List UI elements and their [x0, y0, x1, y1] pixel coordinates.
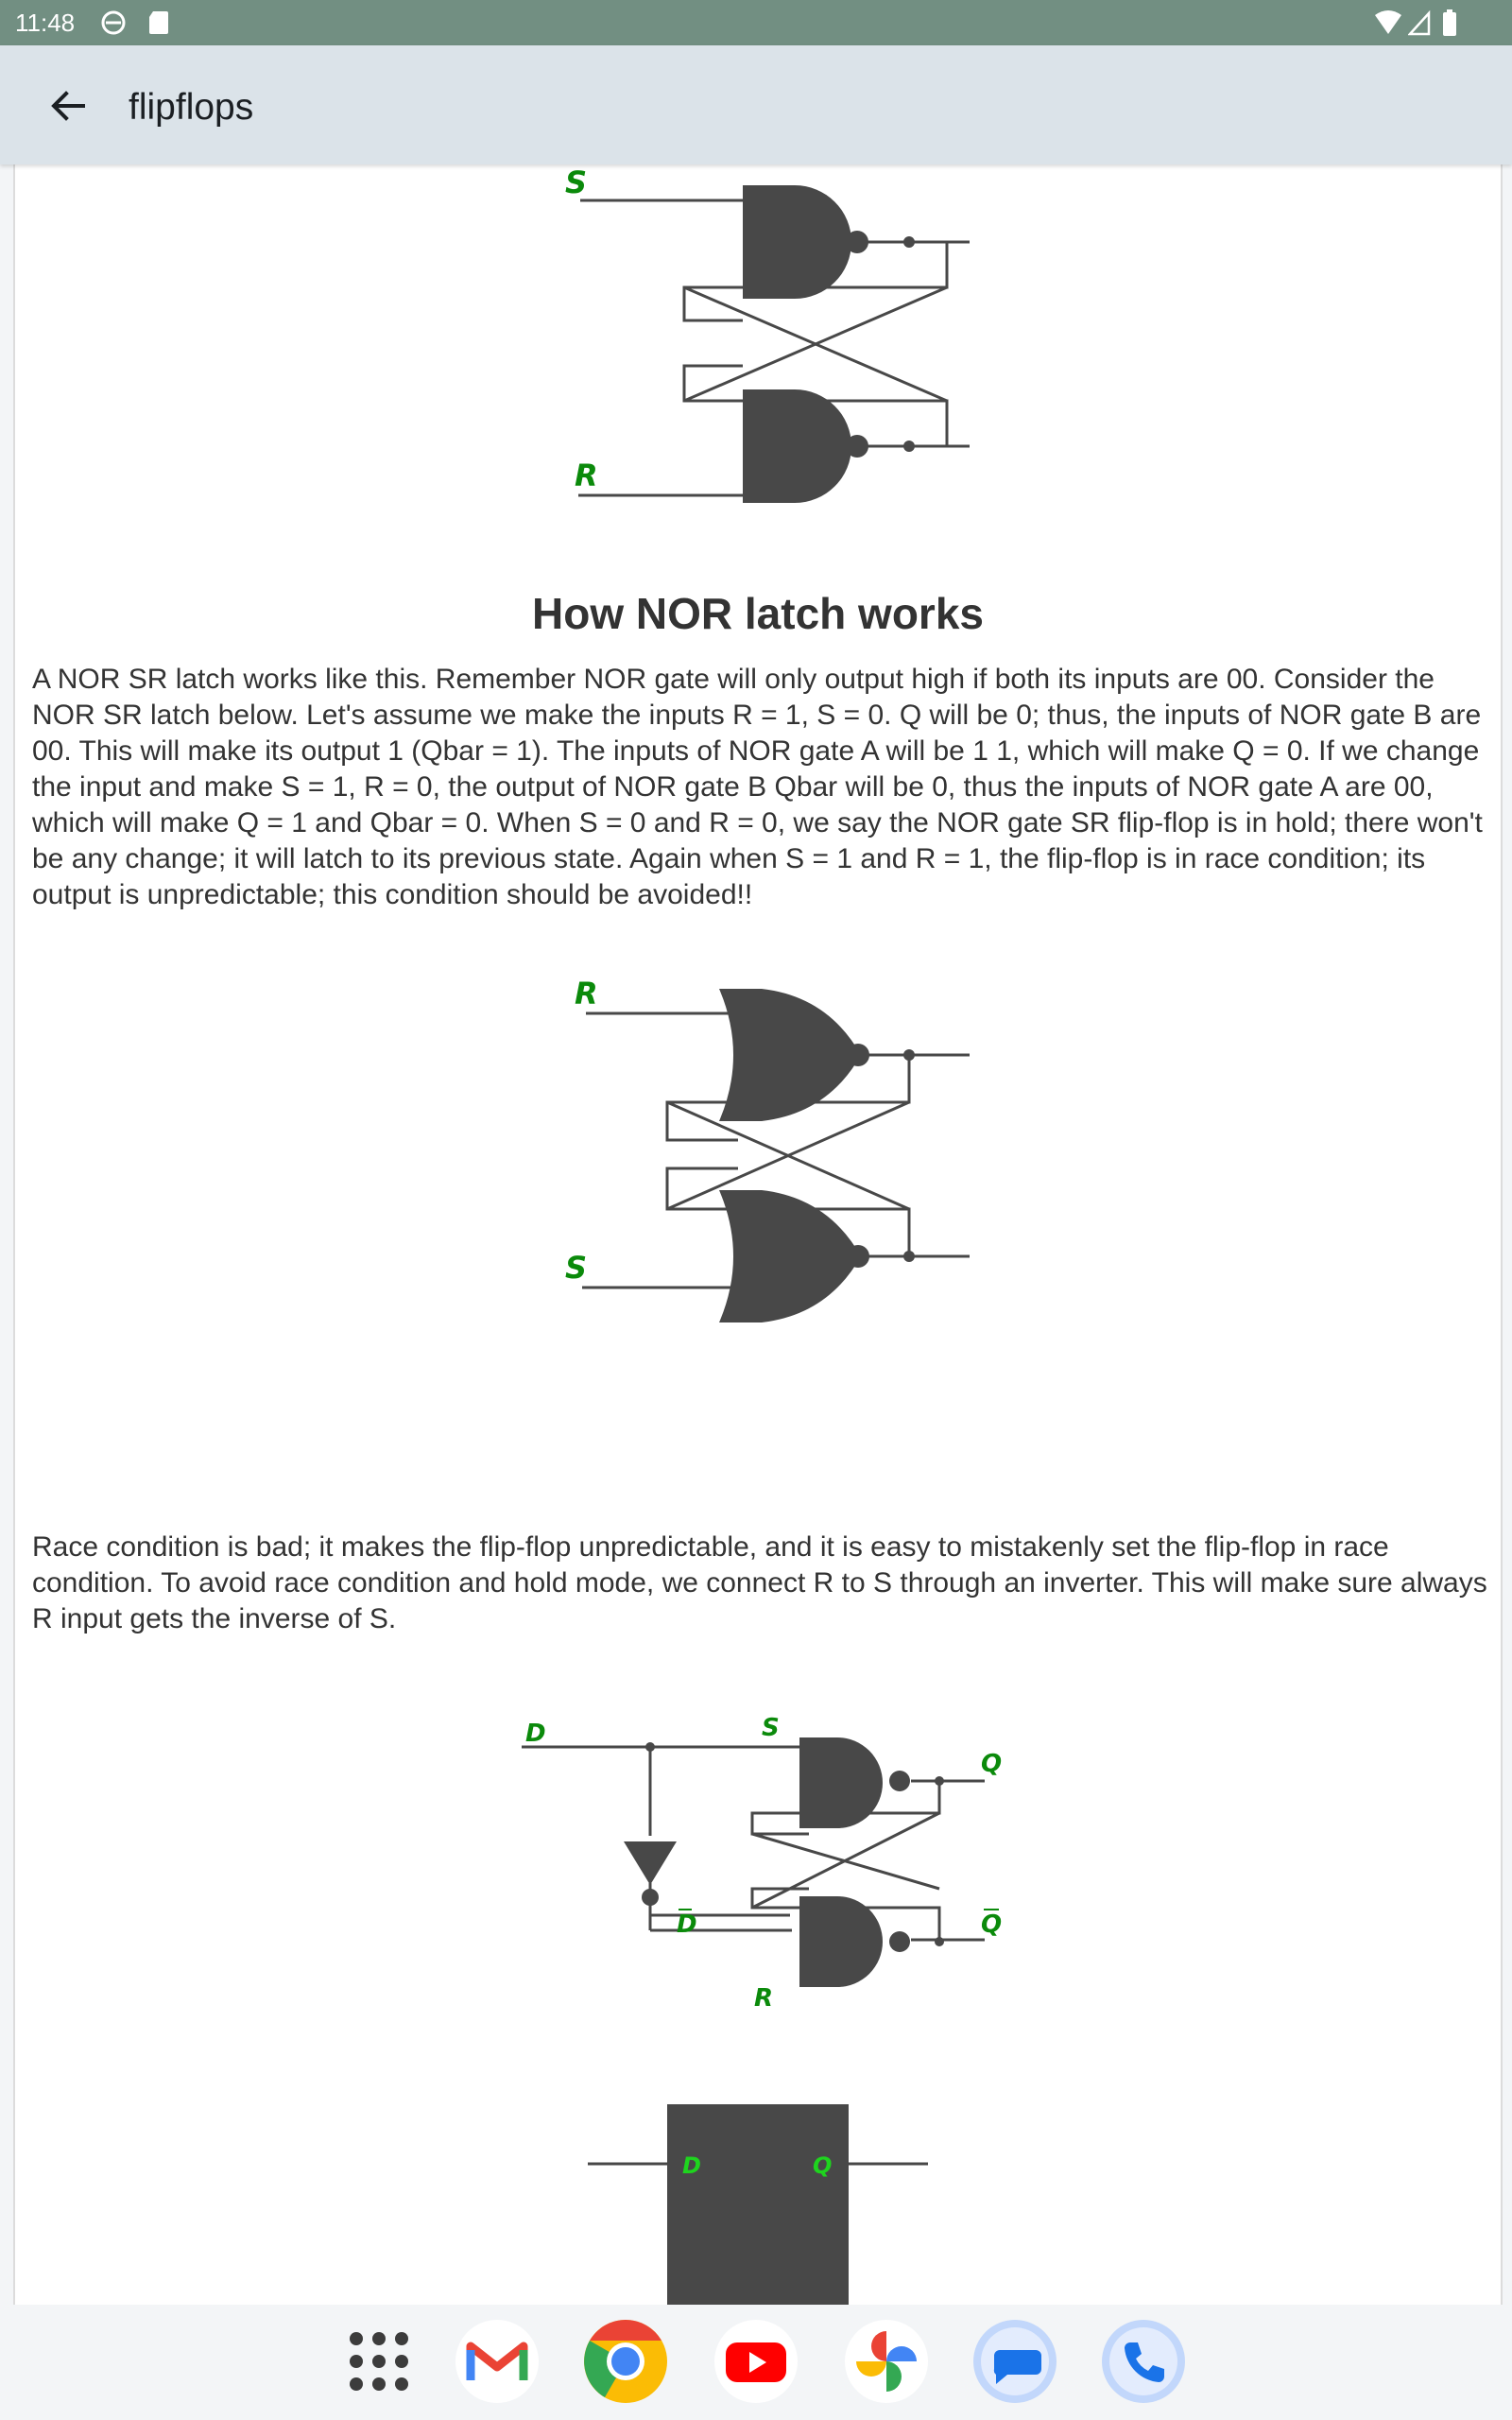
status-time: 11:48 — [15, 9, 76, 37]
diagram-label-r: R — [575, 458, 598, 493]
content-scroll-area[interactable] — [13, 164, 1503, 2305]
nor-sr-latch-diagram — [544, 959, 998, 1327]
section-heading: How NOR latch works — [532, 589, 984, 638]
block-label-d: D — [682, 2152, 701, 2179]
app-drawer-icon[interactable] — [335, 2318, 422, 2405]
youtube-icon[interactable] — [713, 2318, 799, 2405]
block-label-q: Q — [813, 2152, 833, 2179]
diagram-label-r: R — [754, 1984, 774, 2013]
status-bar — [0, 0, 1512, 45]
messages-icon[interactable] — [971, 2318, 1058, 2405]
sd-card-icon — [147, 9, 170, 36]
diagram-label-dbar: D — [677, 1910, 697, 1939]
nand-sr-latch-diagram — [544, 164, 998, 533]
page-title: flipflops — [129, 87, 254, 128]
wifi-icon — [1374, 9, 1402, 36]
d-latch-diagram — [516, 1705, 1026, 2017]
paragraph-nor-latch: A NOR SR latch works like this. Remember NOR gate will only output high if both its inputs are 00. Consider the NOR SR latch below. Let's assume we make the inputs R = 1, S = 0. Q will be 0; thus, the inputs of NOR gate B are 00. This will make its output 1 (Qbar = 1). The inputs of NOR gate A will be 1 1, which will make Q = 0. If we change the input and make S = 1, R = 0, the output of NOR gate B Qbar will be 0, thus the inputs of NOR gate A are 00, which will make Q = 1 and Qbar = 0. When S = 0 and R = 0, we say the NOR gate SR flip-flop is in hold; there won't be any change; it will latch to its previous state. Again when S = 1 and R = 1, the flip-flop is in race condition; its output is unpredictable; this condition should be avoided!! — [32, 664, 1483, 910]
diagram-label-s: S — [762, 1714, 780, 1742]
photos-icon[interactable] — [843, 2318, 930, 2405]
paragraph-race-condition: Race condition is bad; it makes the flip-flop unpredictable, and it is easy to mistakenly set the flip-flop in race condition. To avoid race condition and hold mode, we connect R to S through an inverter. This will make sure always R input gets the inverse of S. — [32, 1531, 1487, 1634]
chrome-icon[interactable] — [582, 2318, 669, 2405]
diagram-label-q: Q — [981, 1750, 1003, 1778]
sync-icon — [100, 9, 127, 36]
phone-icon[interactable] — [1100, 2318, 1187, 2405]
gmail-icon[interactable] — [454, 2318, 541, 2405]
app-bar — [0, 45, 1512, 164]
diagram-label-r: R — [575, 976, 598, 1011]
battery-icon — [1442, 9, 1457, 36]
diagram-label-qbar: Q — [981, 1910, 1003, 1939]
d-flipflop-block-diagram — [582, 2095, 979, 2305]
back-arrow-icon[interactable] — [45, 83, 91, 129]
diagram-label-s: S — [565, 164, 588, 200]
cell-signal-icon — [1408, 9, 1431, 36]
diagram-label-s: S — [565, 1250, 588, 1286]
app-dock — [0, 2305, 1512, 2420]
diagram-label-d: D — [525, 1720, 546, 1748]
